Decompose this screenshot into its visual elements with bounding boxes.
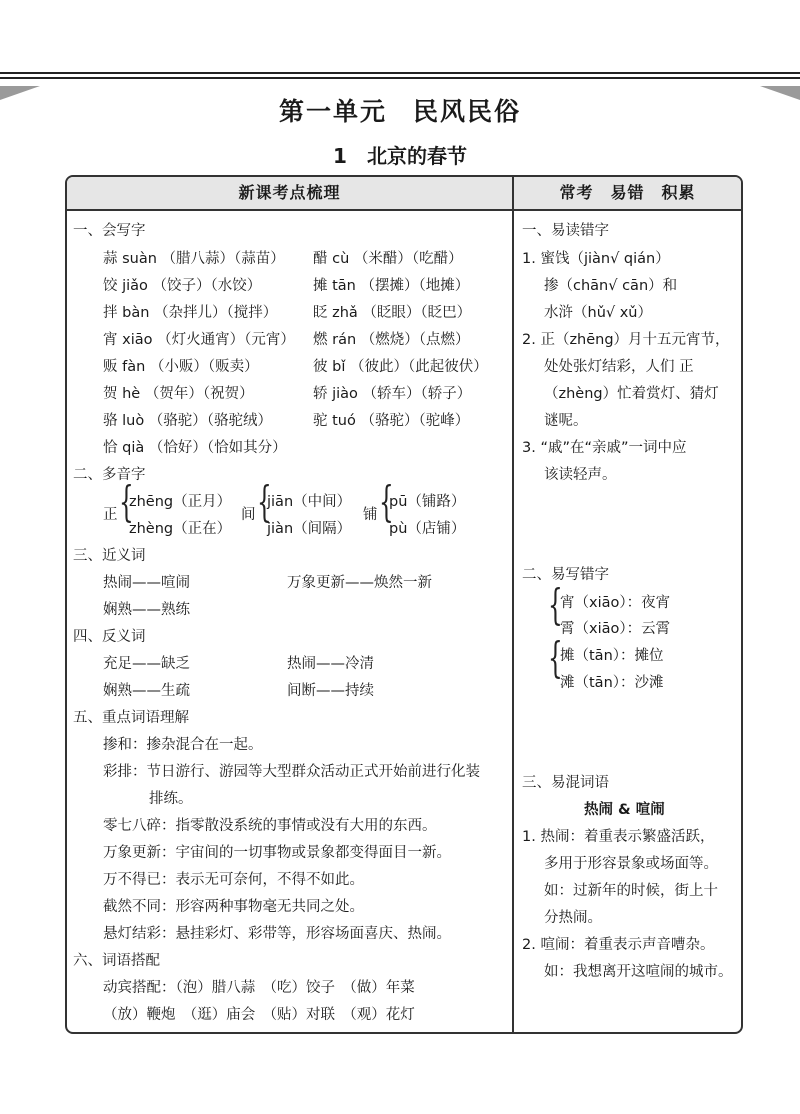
list-item: 饺 jiǎo （饺子）（水饺） (103, 278, 262, 294)
poly-reading: zhēng（正月） (129, 494, 232, 510)
list-item: 霄（xiāo）：云霄 (560, 621, 671, 637)
lesson-title (0, 140, 800, 169)
section-heading: 二、多音字 (73, 467, 146, 483)
antonym-pair: 热闹——冷清 (287, 656, 374, 672)
collocation-line: （放）鞭炮 （逛）庙会 （贴）对联 （观）花灯 (103, 1007, 415, 1023)
list-item: 1. 蜜饯（jiàn√ qián） (522, 251, 670, 267)
list-item: 摊（tān）：摊位 (560, 648, 664, 664)
lesson-number: 1 (333, 144, 347, 168)
brace-icon: { (257, 477, 272, 526)
term-definition: 万不得已：表示无可奈何，不得不如此。 (103, 872, 364, 888)
section-heading: 三、近义词 (73, 548, 146, 564)
term-definition: 彩排：节日游行、游园等大型群众活动正式开始前进行化装 (103, 764, 480, 780)
list-item: 蒜 suàn （腊八蒜）（蒜苗） (103, 251, 285, 267)
list-item: 该读轻声。 (544, 467, 617, 483)
list-item: 眨 zhǎ （眨眼）（眨巴） (313, 305, 472, 321)
list-item: 摊 tān （摆摊）（地摊） (313, 278, 470, 294)
right-column (514, 177, 741, 1032)
antonym-pair: 间断——持续 (287, 683, 374, 699)
list-item: 多用于形容景象或场面等。 (544, 856, 718, 872)
list-item: 2. 喧闹：着重表示声音嘈杂。 (522, 937, 715, 953)
list-item: 谜呢。 (544, 413, 588, 429)
unit-number: 第一单元 (278, 97, 387, 126)
section-heading: 二、易写错字 (522, 567, 609, 583)
term-definition: 排练。 (149, 791, 193, 807)
list-item: （zhèng）忙着赏灯、猜灯 (544, 386, 719, 402)
poly-reading: jiān（中间） (267, 494, 352, 510)
content-frame (65, 175, 743, 1034)
synonym-pair: 娴熟——熟练 (103, 602, 190, 618)
list-item: 滩（tān）：沙滩 (560, 675, 664, 691)
term-definition: 掺和：掺杂混合在一起。 (103, 737, 263, 753)
list-item: 如：过新年的时候，街上十 (544, 883, 718, 899)
synonym-pair: 万象更新——焕然一新 (287, 575, 432, 591)
lesson-name: 北京的春节 (366, 144, 467, 168)
section-heading: 一、会写字 (73, 223, 146, 239)
list-item: 骆 luò （骆驼）（骆驼绒） (103, 413, 273, 429)
left-column (67, 177, 512, 1032)
section-heading: 六、词语搭配 (73, 953, 160, 969)
poly-reading: zhèng（正在） (129, 521, 232, 537)
list-item: 燃 rán （燃烧）（点燃） (313, 332, 470, 348)
list-item: 贺 hè （贺年）（祝贺） (103, 386, 254, 402)
list-item: 醋 cù （米醋）（吃醋） (313, 251, 463, 267)
brace-icon: { (119, 477, 134, 526)
section-heading: 三、易混词语 (522, 775, 609, 791)
list-item: 宵 xiāo （灯火通宵）（元宵） (103, 332, 295, 348)
list-item: 如：我想离开这喧闹的城市。 (544, 964, 733, 980)
list-item: 分热闹。 (544, 910, 602, 926)
list-item: 1. 热闹：着重表示繁盛活跃， (522, 829, 715, 845)
list-item: 宵（xiāo）：夜宵 (560, 595, 671, 611)
section-heading: 五、重点词语理解 (73, 710, 189, 726)
term-definition: 截然不同：形容两种事物毫无共同之处。 (103, 899, 364, 915)
list-item: 拌 bàn （杂拌儿）（搅拌） (103, 305, 278, 321)
brace-icon: { (379, 477, 394, 526)
term-definition: 零七八碎：指零散没系统的事情或没有大用的东西。 (103, 818, 437, 834)
poly-reading: pū（铺路） (389, 494, 466, 510)
list-item: 恰 qià （恰好）（恰如其分） (103, 440, 287, 456)
list-item: 彼 bǐ （彼此）（此起彼伏） (313, 359, 488, 375)
brace-icon: { (548, 580, 563, 629)
list-item: 2. 正（zhēng）月十五元宵节， (522, 332, 730, 348)
left-column-header: 新课考点梳理 (67, 177, 512, 211)
antonym-pair: 充足——缺乏 (103, 656, 190, 672)
brace-icon: { (548, 633, 563, 682)
list-item: 贩 fàn （小贩）（贩卖） (103, 359, 259, 375)
poly-reading: pù（店铺） (389, 521, 466, 537)
poly-char: 间 (241, 507, 256, 523)
poly-char: 正 (103, 507, 118, 523)
antonym-pair: 娴熟——生疏 (103, 683, 190, 699)
right-column-header: 常考 易错 积累 (514, 177, 741, 211)
synonym-pair: 热闹——喧闹 (103, 575, 190, 591)
term-definition: 万象更新：宇宙间的一切事物或景象都变得面目一新。 (103, 845, 451, 861)
list-item: 驼 tuó （骆驼）（驼峰） (313, 413, 470, 429)
list-item: 水浒（hǔ√ xǔ） (544, 305, 652, 321)
term-definition: 悬灯结彩：悬挂彩灯、彩带等，形容场面喜庆、热闹。 (103, 926, 451, 942)
mix-title: 热闹 & 喧闹 (584, 802, 665, 818)
section-heading: 四、反义词 (73, 629, 146, 645)
poly-char: 铺 (363, 507, 378, 523)
list-item: 掺（chān√ cān）和 (544, 278, 678, 294)
list-item: 3. “戚”在“亲戚”一词中应 (522, 440, 687, 456)
unit-title (0, 92, 800, 128)
top-border (0, 72, 800, 86)
unit-theme: 民风民俗 (413, 97, 522, 126)
list-item: 轿 jiào （轿车）（轿子） (313, 386, 472, 402)
list-item: 处处张灯结彩，人们 正 (544, 359, 694, 375)
collocation-line: 动宾搭配：（泡）腊八蒜 （吃）饺子 （做）年菜 (103, 980, 415, 996)
section-heading: 一、易读错字 (522, 223, 609, 239)
poly-reading: jiàn（间隔） (267, 521, 352, 537)
